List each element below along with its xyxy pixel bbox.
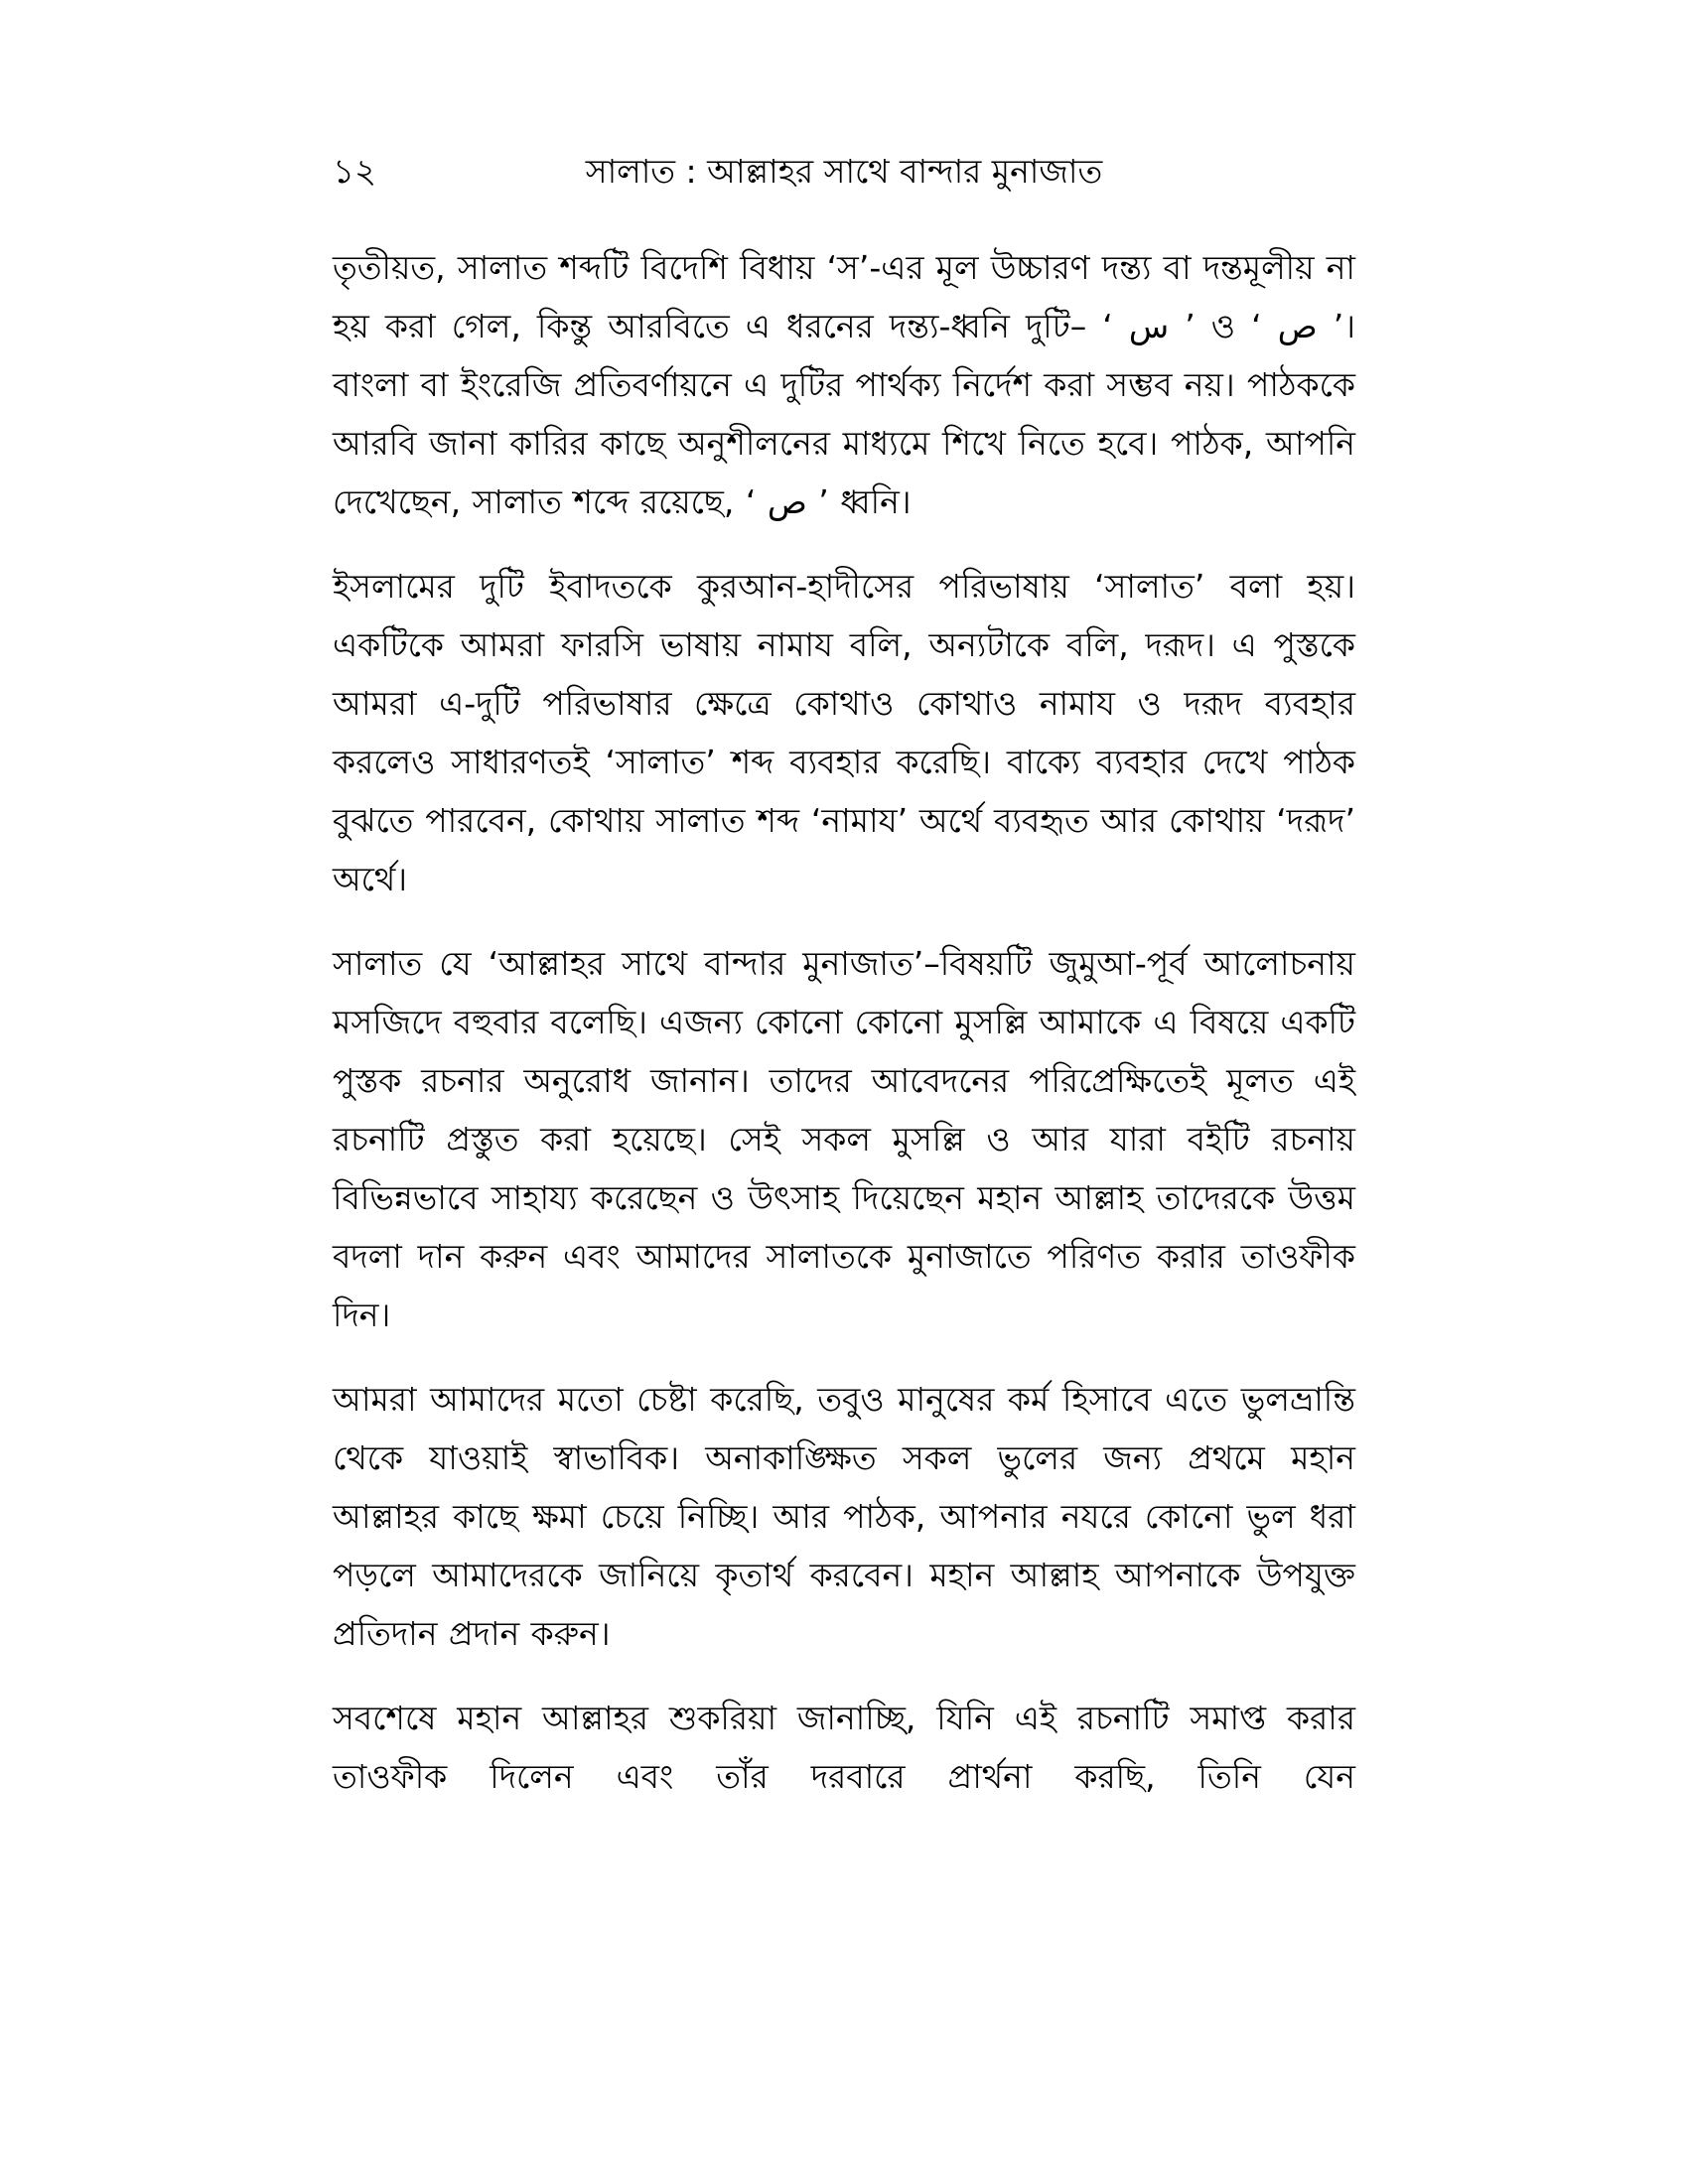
body-text bbox=[333, 238, 1355, 1832]
paragraph-apology: আমরা আমাদের মতো চেষ্টা করেছি, তবুও মানুষের কর্ম হিসাবে এতে ভুলভ্রান্তি থেকে যাওয়াই স্বাভাবিক। অনাকাঙ্ক্ষিত সকল ভুলের জন্য প্রথমে মহান আল্লাহর কাছে ক্ষমা চেয়ে নিচ্ছি। আর পাঠক, আপনার নযরে কোনো ভুল ধরা পড়লে আমাদেরকে জানিয়ে কৃতার্থ করবেন। মহান আল্লাহ আপনাকে উপযুক্ত প্রতিদান প্রদান করুন। bbox=[333, 1380, 1355, 1653]
running-title: সালাত : আল্লাহর সাথে বান্দার মুনাজাত bbox=[585, 152, 1103, 191]
paragraph-book-origin: সালাত যে ‘আল্লাহর সাথে বান্দার মুনাজাত’–বিষয়টি জুমুআ-পূর্ব আলোচনায় মসজিদে বহুবার বলেছি। এজন্য কোনো কোনো মুসল্লি আমাকে এ বিষয়ে একটি পুস্তক রচনার অনুরোধ জানান। তাদের আবেদনের পরিপ্রেক্ষিতেই মূলত এই রচনাটি প্রস্তুত করা হয়েছে। সেই সকল মুসল্লি ও আর যারা বইটি রচনায় বিভিন্নভাবে সাহায্য করেছেন ও উৎসাহ দিয়েছেন মহান আল্লাহ তাদেরকে উত্তম বদলা দান করুন এবং আমাদের সালাতকে মুনাজাতে পরিণত করার তাওফীক দিন। bbox=[333, 944, 1355, 1334]
paragraph-transliteration: তৃতীয়ত, সালাত শব্দটি বিদেশি বিধায় ‘স’-এর মূল উচ্চারণ দন্ত্য বা দন্তমূলীয় না হয় করা গেল, কিন্তু আরবিতে এ ধরনের দন্ত্য-ধ্বনি দুটি– ‘ س ’ ও ‘ ص ’। বাংলা বা ইংরেজি প্রতিবর্ণায়নে এ দুটির পার্থক্য নির্দেশ করা সম্ভব নয়। পাঠককে আরবি জানা কারির কাছে অনুশীলনের মাধ্যমে শিখে নিতে হবে। পাঠক, আপনি দেখেছেন, সালাত শব্দে রয়েছে, ‘ ص ’ ধ্বনি। bbox=[333, 248, 1356, 521]
page-header bbox=[333, 147, 1355, 197]
page-number: ১২ bbox=[333, 152, 377, 192]
paragraph-gratitude: সবশেষে মহান আল্লাহর শুকরিয়া জানাচ্ছি, যিনি এই রচনাটি সমাপ্ত করার তাওফীক দিলেন এবং তাঁর দরবারে প্রার্থনা করছি, তিনি যেন bbox=[333, 1699, 1355, 1796]
paragraph-salat-terms: ইসলামের দুটি ইবাদতকে কুরআন-হাদীসের পরিভাষায় ‘সালাত’ বলা হয়। একটিকে আমরা ফারসি ভাষায় নামায বলি, অন্যটাকে বলি, দরূদ। এ পুস্তকে আমরা এ-দুটি পরিভাষার ক্ষেত্রে কোথাও কোথাও নামায ও দরূদ ব্যবহার করলেও সাধারণতই ‘সালাত’ শব্দ ব্যবহার করেছি। বাক্যে ব্যবহার দেখে পাঠক বুঝতে পারবেন, কোথায় সালাত শব্দ ‘নামায’ অর্থে ব্যবহৃত আর কোথায় ‘দরূদ’ অর্থে। bbox=[333, 567, 1355, 898]
